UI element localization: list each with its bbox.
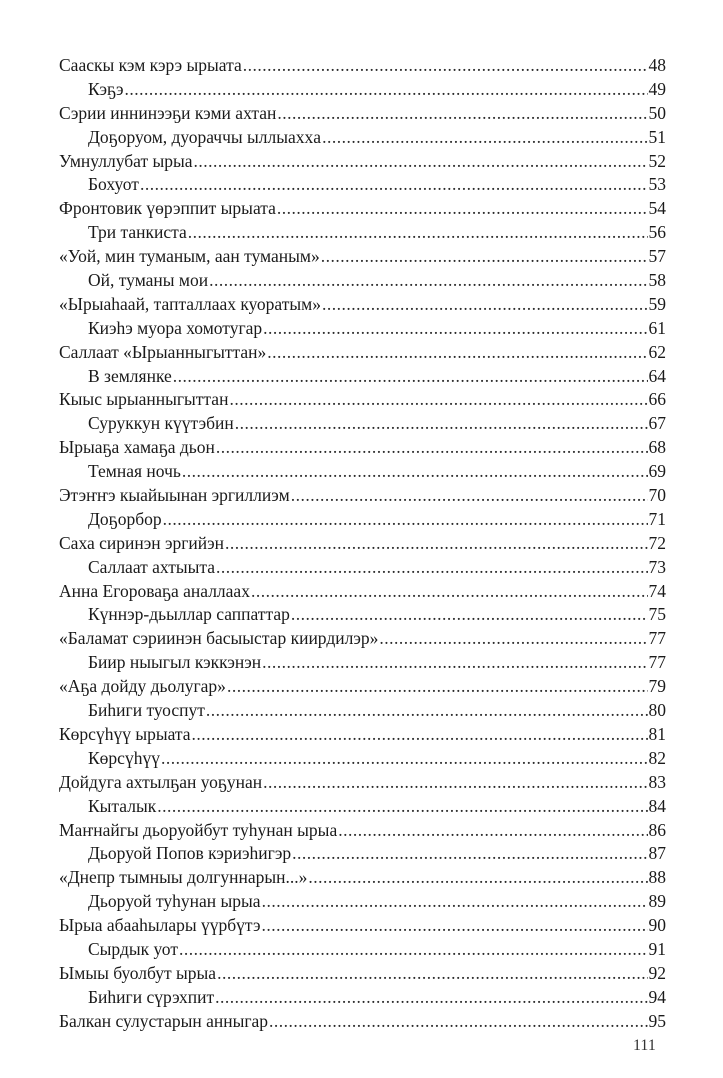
entry-page-number: 82 <box>648 747 666 768</box>
entry-page-number: 75 <box>648 604 666 625</box>
toc-entry <box>59 723 666 747</box>
entry-page-number: 72 <box>648 532 666 553</box>
entry-title: Биһиги туоспут <box>88 700 205 721</box>
dot-leader <box>188 221 648 245</box>
entry-page-number: 83 <box>648 771 666 792</box>
toc-subentry <box>59 412 666 436</box>
entry-title: Фронтовик үөрэппит ырыата <box>59 198 276 219</box>
entry-page-number: 91 <box>648 938 666 959</box>
entry-title: Көрсүһүү <box>88 747 160 768</box>
dot-leader <box>163 508 648 532</box>
entry-title: Бохуот <box>88 174 139 195</box>
entry-title: Ой, туманы мои <box>88 270 209 291</box>
entry-page-number: 56 <box>648 222 666 243</box>
entry-title: «Уой, мин туманым, аан туманым» <box>59 246 320 267</box>
entry-title: Биир ныыгыл кэккэнэн <box>88 652 262 673</box>
entry-page-number: 54 <box>648 198 666 219</box>
dot-leader <box>292 842 647 866</box>
entry-page-number: 80 <box>648 700 666 721</box>
dot-leader <box>227 675 648 699</box>
entry-title: Сааскы кэм кэрэ ырыата <box>59 55 242 75</box>
entry-title: Кыталык <box>88 795 157 816</box>
dot-leader <box>194 150 648 174</box>
toc-subentry <box>59 651 666 675</box>
entry-page-number: 66 <box>648 389 666 410</box>
entry-page-number: 58 <box>648 270 666 291</box>
toc-entry <box>59 675 666 699</box>
entry-page-number: 81 <box>648 723 666 744</box>
entry-page-number: 59 <box>648 293 666 314</box>
entry-title: «Баламат сэриинэн басыыстар киирдилэр» <box>59 628 379 649</box>
entry-page-number: 67 <box>648 413 666 434</box>
entry-title: Суруккун күүтэбин <box>88 413 234 434</box>
dot-leader <box>243 54 648 78</box>
toc-entry <box>59 532 666 556</box>
entry-page-number: 73 <box>648 556 666 577</box>
table-of-contents <box>59 54 666 1034</box>
dot-leader <box>262 914 648 938</box>
entry-title: «Аҕа дойду дьолугар» <box>59 676 226 697</box>
dot-leader <box>192 723 648 747</box>
dot-leader <box>209 269 647 293</box>
entry-page-number: 69 <box>648 461 666 482</box>
entry-title: «Ырыаһаай, тапталлаах куоратым» <box>59 293 321 314</box>
entry-title: Биһиги сүрэхпит <box>88 986 215 1007</box>
dot-leader <box>262 651 647 675</box>
toc-subentry <box>59 221 666 245</box>
entry-page-number: 48 <box>648 55 666 75</box>
entry-page-number: 51 <box>648 126 666 147</box>
entry-title: Дойдуга ахтылҕан уоҕунан <box>59 771 263 792</box>
dot-leader <box>215 986 647 1010</box>
entry-title: Анна Егороваҕа аналлаах <box>59 580 250 601</box>
entry-page-number: 62 <box>648 341 666 362</box>
toc-subentry <box>59 699 666 723</box>
entry-page-number: 92 <box>648 962 666 983</box>
dot-leader <box>216 556 647 580</box>
entry-title: Дьоруой туһунан ырыа <box>88 891 261 912</box>
dot-leader <box>182 460 648 484</box>
dot-leader <box>124 78 647 102</box>
dot-leader <box>277 197 648 221</box>
toc-subentry <box>59 603 666 627</box>
entry-page-number: 88 <box>648 867 666 888</box>
toc-entry <box>59 1010 666 1034</box>
dot-leader <box>217 962 647 986</box>
dot-leader <box>267 341 647 365</box>
entry-title: Кыыс ырыанныгыттан <box>59 389 229 410</box>
dot-leader <box>322 126 647 150</box>
toc-entry <box>59 580 666 604</box>
entry-page-number: 90 <box>648 915 666 936</box>
toc-entry <box>59 293 666 317</box>
toc-subentry <box>59 795 666 819</box>
toc-subentry <box>59 747 666 771</box>
entry-title: Балкан сулустарын анныгар <box>59 1010 269 1031</box>
entry-page-number: 77 <box>648 628 666 649</box>
toc-entry <box>59 771 666 795</box>
entry-title: Маҥнайгы дьоруойбут туһунан ырыа <box>59 819 338 840</box>
entry-title: Саллаат «Ырыанныгыттан» <box>59 341 267 362</box>
entry-title: Темная ночь <box>88 461 181 482</box>
entry-title: Доҕорбор <box>88 508 162 529</box>
page-number: 111 <box>633 1037 656 1054</box>
toc-entry <box>59 914 666 938</box>
toc-entry <box>59 866 666 890</box>
dot-leader <box>338 819 647 843</box>
entry-page-number: 94 <box>648 986 666 1007</box>
dot-leader <box>291 484 648 508</box>
dot-leader <box>263 317 647 341</box>
entry-title: Киэһэ муора хомотугар <box>88 317 263 338</box>
entry-title: Көрсүһүү ырыата <box>59 723 191 744</box>
toc-entry <box>59 245 666 269</box>
entry-title: Ырыа абааһылары үүрбүтэ <box>59 915 261 936</box>
entry-page-number: 68 <box>648 437 666 458</box>
toc-subentry <box>59 890 666 914</box>
dot-leader <box>263 771 647 795</box>
dot-leader <box>322 293 648 317</box>
entry-title: Дьоруой Попов кэриэһигэр <box>88 843 292 864</box>
dot-leader <box>216 436 648 460</box>
entry-title: Ымыы буолбут ырыа <box>59 962 217 983</box>
dot-leader <box>262 890 648 914</box>
entry-title: Сырдык уот <box>88 938 178 959</box>
entry-title: В землянке <box>88 365 172 386</box>
toc-entry <box>59 341 666 365</box>
toc-subentry <box>59 317 666 341</box>
dot-leader <box>291 603 648 627</box>
entry-title: Этэҥҥэ кыайыынан эргиллиэм <box>59 485 290 506</box>
toc-entry <box>59 102 666 126</box>
dot-leader <box>251 580 648 604</box>
toc-subentry <box>59 78 666 102</box>
toc-subentry <box>59 269 666 293</box>
toc-subentry <box>59 556 666 580</box>
entry-page-number: 89 <box>648 891 666 912</box>
dot-leader <box>229 388 647 412</box>
toc-subentry <box>59 173 666 197</box>
entry-page-number: 52 <box>648 150 666 171</box>
dot-leader <box>269 1010 647 1034</box>
dot-leader <box>379 627 647 651</box>
entry-page-number: 64 <box>648 365 666 386</box>
toc-subentry <box>59 126 666 150</box>
entry-title: Сэрии иннинээҕи кэми ахтан <box>59 102 277 123</box>
toc-subentry <box>59 938 666 962</box>
entry-title: Ырыаҕа хамаҕа дьон <box>59 437 215 458</box>
entry-title: Саллаат ахтыыта <box>88 556 216 577</box>
dot-leader <box>140 173 648 197</box>
entry-title: Күннэр-дьыллар саппаттар <box>88 604 290 625</box>
entry-page-number: 84 <box>648 795 666 816</box>
entry-title: «Днепр тымныы долгуннарын...» <box>59 867 308 888</box>
dot-leader <box>321 245 648 269</box>
entry-page-number: 70 <box>648 485 666 506</box>
entry-title: Кэҕэ <box>88 78 124 99</box>
dot-leader <box>308 866 647 890</box>
toc-entry <box>59 150 666 174</box>
dot-leader <box>235 412 648 436</box>
entry-page-number: 86 <box>648 819 666 840</box>
entry-page-number: 95 <box>648 1010 666 1031</box>
dot-leader <box>173 365 648 389</box>
toc-entry <box>59 962 666 986</box>
dot-leader <box>277 102 647 126</box>
entry-title: Доҕоруом, дуораччы ыллыаххa <box>88 126 322 147</box>
toc-subentry <box>59 508 666 532</box>
entry-page-number: 87 <box>648 843 666 864</box>
toc-entry <box>59 484 666 508</box>
toc-entry <box>59 436 666 460</box>
entry-title: Умнуллубат ырыа <box>59 150 193 171</box>
toc-subentry <box>59 460 666 484</box>
toc-subentry <box>59 842 666 866</box>
toc-entry <box>59 197 666 221</box>
entry-page-number: 71 <box>648 508 666 529</box>
toc-entry <box>59 388 666 412</box>
entry-page-number: 74 <box>648 580 666 601</box>
toc-entry <box>59 627 666 651</box>
toc-entry <box>59 819 666 843</box>
dot-leader <box>161 747 648 771</box>
entry-page-number: 57 <box>648 246 666 267</box>
dot-leader <box>206 699 648 723</box>
entry-page-number: 49 <box>648 78 666 99</box>
dot-leader <box>179 938 648 962</box>
dot-leader <box>157 795 647 819</box>
entry-page-number: 61 <box>648 317 666 338</box>
entry-page-number: 50 <box>648 102 666 123</box>
entry-page-number: 77 <box>648 652 666 673</box>
dot-leader <box>225 532 647 556</box>
toc-entry <box>59 54 666 78</box>
toc-subentry <box>59 365 666 389</box>
entry-title: Саха сиринэн эргийэн <box>59 532 225 553</box>
entry-page-number: 79 <box>648 676 666 697</box>
entry-page-number: 53 <box>648 174 666 195</box>
toc-subentry <box>59 986 666 1010</box>
entry-title: Три танкиста <box>88 222 187 243</box>
